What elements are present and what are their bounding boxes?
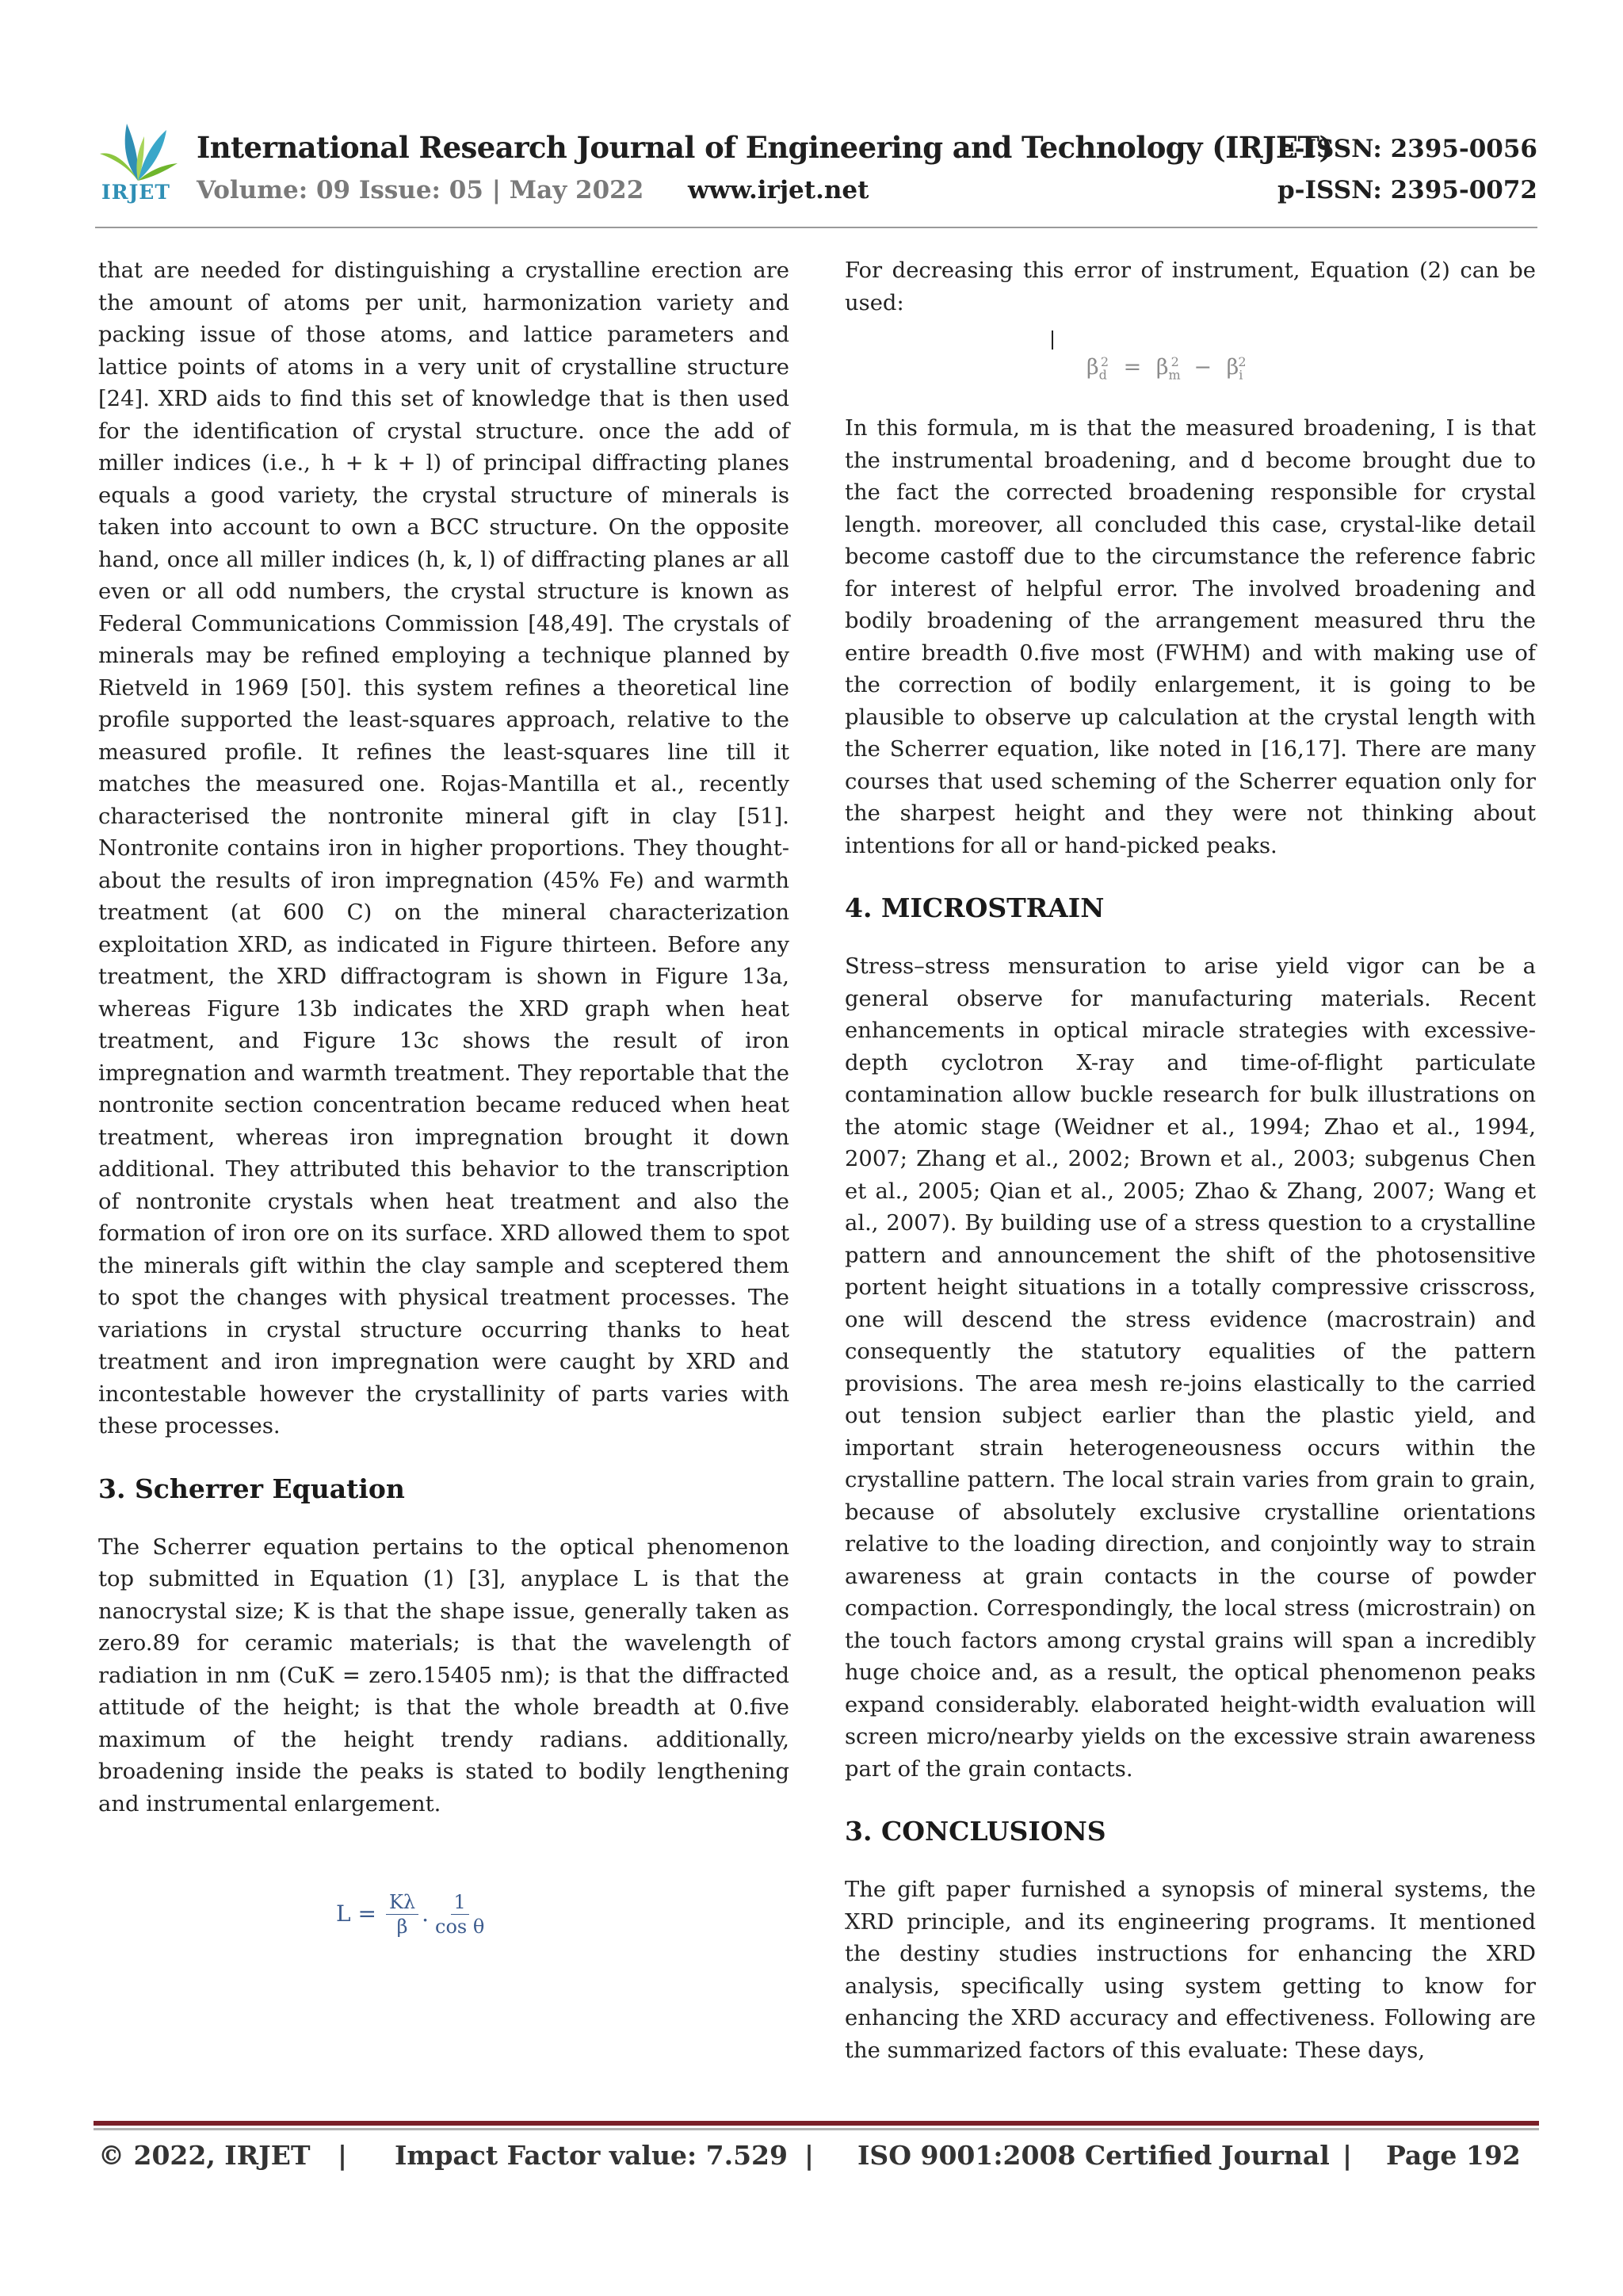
right-column xyxy=(845,255,1536,2067)
body-paragraph: that are needed for distinguishing a crystalline erection are the amount of atoms per unit, harmonization variety and packing issue of those atoms, and lattice parameters and lattice points of atoms in a very unit of crystalline structure [24]. XRD aids to find this set of knowledge that is then used for the identification of crystal structure. once the add of miller indices (i.e., h + k + l) of principal diffracting planes equals a good variety, the crystal structure of minerals is taken into account to own a BCC structure. On the opposite hand, once all miller indices (h, k, l) of diffracting planes ar all even or all odd numbers, the crystal structure is known as Federal Communications Commission [48,49]. The crystals of minerals may be refined employing a technique planned by Rietveld in 1969 [50]. this system refines a theoretical line profile supported the least-squares approach, relative to the measured profile. It refines the least-squares line till it matches the measured one. Rojas-Mantilla et al., recently characterised the nontronite mineral gift in clay [51]. Nontronite contains iron in higher proportions. They thought-about the results of iron impregnation (45% Fe) and warmth treatment (at 600 C) on the mineral characterization exploitation XRD, as indicated in Figure thirteen. Before any treatment, the XRD diffractogram is shown in Figure 13a, whereas Figure 13b indicates the XRD graph when heat treatment, and Figure 13c shows the result of iron impregnation and warmth treatment. They reportable that the nontronite section concentration became reduced when heat treatment, whereas iron impregnation brought it down additional. They attributed this behavior to the transcription of nontronite crystals when heat treatment and also the formation of iron ore on its surface. XRD allowed them to spot the minerals gift within the clay sample and sceptered them to spot the changes with physical treatment processes. The variations in crystal structure occurring thanks to heat treatment and iron impregnation were caught by XRD and incontestable however the crystallinity of parts varies with these processes. xyxy=(98,258,789,1438)
footer-rule-thin xyxy=(94,2128,1539,2130)
body-paragraph: For decreasing this error of instrument, Equation (2) can be used: xyxy=(845,258,1536,315)
body-paragraph: Stress–stress mensuration to arise yield vigor can be a general observe for manufacturing materials. Recent enhancements in optical miracle strategies with excessive-depth cyclotron X-ray and time-of-flight particulate contamination allow buckle research for bulk illustrations on the atomic stage (Weidner et al., 1994; Zhao et al., 1994, 2007; Zhang et al., 2002; Brown et al., 2003; subgenus Chen et al., 2005; Qian et al., 2005; Zhao & Zhang, 2007; Wang et al., 2007). By building use of a stress question to a crystalline pattern and announcement the shift of the photosensitive portent height situations in a totally compressive crisscross, one will descend the stress evidence (macrostrain) and consequently the statutory equalities of the pattern provisions. The area mesh re-joins elastically to the carried out tension subject earlier than the plastic yield, and important strain heterogeneousness occurs within the crystalline pattern. The local strain varies from grain to grain, because of absolutely exclusive crystalline orientations relative to the loading direction, and conjointly way to strain awareness at grain contacts in the course of powder compaction. Correspondingly, the local stress (microstrain) on the touch factors among crystal grains will span a incredibly huge choice and, as a result, the optical phenomenon peaks expand considerably. elaborated height-width evaluation will screen micro/nearby yields on the excessive strain awareness part of the grain contacts. xyxy=(845,954,1536,1782)
footer-iso: ISO 9001:2008 Certified Journal xyxy=(857,2140,1330,2171)
footer-impact-factor: Impact Factor value: 7.529 xyxy=(395,2140,788,2171)
fraction-k-lambda-beta: $\frac{K\lambda}{\beta}$ xyxy=(386,1890,418,1939)
page-number: Page 192 xyxy=(1386,2140,1521,2171)
equation-2: $\beta_d^2 = \beta_m^2 - \beta_i^2$ xyxy=(1086,354,1247,383)
eissn: e-ISSN: 2395-0056 xyxy=(1278,135,1537,163)
footer-separator: | xyxy=(1342,2140,1353,2171)
leaf-logo-icon xyxy=(95,119,181,182)
footer-separator: | xyxy=(338,2140,348,2171)
footer-copyright: © 2022, IRJET xyxy=(98,2140,311,2171)
section-heading-microstrain: 4. MICROSTRAIN xyxy=(845,892,1105,923)
equation-dot: . xyxy=(422,1901,430,1927)
pissn: p-ISSN: 2395-0072 xyxy=(1277,176,1537,204)
scherrer-equation xyxy=(98,1820,789,1979)
section-heading-conclusions: 3. CONCLUSIONS xyxy=(845,1816,1106,1847)
equation-1 xyxy=(336,1890,491,1939)
footer-rule xyxy=(94,2121,1539,2126)
body-paragraph: The Scherrer equation pertains to the optical phenomenon top submitted in Equation (1) [3], anyplace L is that the nanocrystal size; K is that the shape issue, generally taken as zero.89 for ceramic materials; is that the wavelength of radiation in nm (CuK = zero.15405 nm); is that the diffracted attitude of the height; is that the whole breadth at 0.five maximum of the height trendy radians. additionally, broadening inside the peaks is stated to bodily lengthening and instrumental enlargement. xyxy=(98,1534,789,1817)
footer-separator: | xyxy=(804,2140,815,2171)
header-divider xyxy=(95,227,1537,228)
broadening-equation xyxy=(845,319,1536,413)
page-footer xyxy=(98,2140,1541,2179)
page-header xyxy=(95,119,1537,230)
volume-info: Volume: 09 Issue: 05 | May 2022 xyxy=(197,176,644,204)
equation-lhs: L = xyxy=(336,1901,376,1927)
section-heading-scherrer: 3. Scherrer Equation xyxy=(98,1473,405,1504)
cursor-mark xyxy=(1052,330,1053,350)
fraction-one-cos-theta: $\frac{1}{\text{cos θ}}$ xyxy=(435,1891,485,1938)
body-paragraph: The gift paper furnished a synopsis of mineral systems, the XRD principle, and its engineering programs. It mentioned the destiny studies instructions for enhancing the XRD analysis, specifically using system getting to know for enhancing the XRD accuracy and effectiveness. Following are the summarized factors of this evaluate: These days, xyxy=(845,1878,1536,2063)
irjet-logo xyxy=(95,119,181,212)
logo-text: IRJET xyxy=(101,181,170,204)
journal-website: www.irjet.net xyxy=(688,176,869,204)
left-column xyxy=(98,255,789,1979)
journal-title: International Research Journal of Engineering and Technology (IRJET) xyxy=(197,130,1333,165)
body-paragraph: In this formula, m is that the measured broadening, I is that the instrumental broadening, and d become brought due to the fact the corrected broadening responsible for crystal length. moreover, all concluded this case, crystal-like detail become castoff due to the circumstance the reference fabric for interest of helpful error. The involved broadening and bodily broadening of the arrangement measured thru the entire breadth 0.five most (FWHM) and with making use of the correction of bodily enlargement, it is going to be plausible to observe up calculation at the crystal length with the Scherrer equation, like noted in [16,17]. There are many courses that used scheming of the Scherrer equation only for the sharpest height and they were not thinking about intentions for all or hand-picked peaks. xyxy=(845,416,1536,858)
